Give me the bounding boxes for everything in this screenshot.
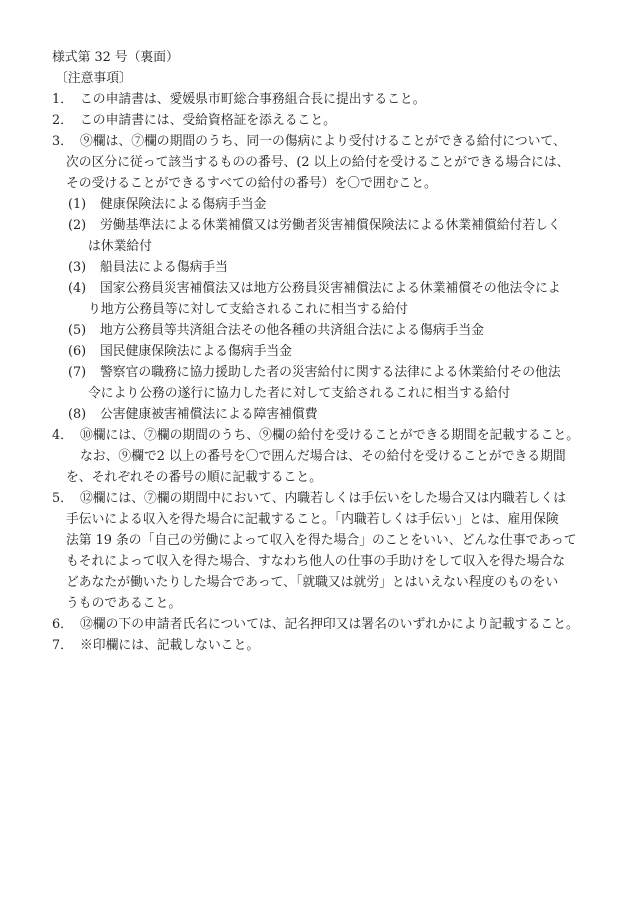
note-number: 6． <box>52 617 73 632</box>
sub-item-5 <box>52 320 602 341</box>
sub-item-3 <box>52 257 602 278</box>
sub-item-4 <box>52 278 602 299</box>
note-3-continuation: 次の区分に従って該当するものの番号、(2 以上の給付を受けることができる場合には、 <box>66 155 570 170</box>
sub-item-6 <box>52 341 602 362</box>
note-5-continuation: もそれによって収入を得た場合、すなわち他人の仕事の手助けをして収入を得た場合な <box>66 554 566 569</box>
sub-item-number: (5) <box>68 323 87 338</box>
sub-item-line: 国民健康保険法による傷病手当金 <box>100 344 292 359</box>
sub-item-number: (1) <box>68 197 87 212</box>
note-5-continuation: うものであること。 <box>66 596 182 611</box>
sub-item-number: (8) <box>68 407 87 422</box>
sub-item-number: (2) <box>68 218 87 233</box>
note-2 <box>52 110 602 131</box>
form-number: 様式第 32 号（裏面） <box>52 50 179 65</box>
sub-item-7 <box>52 362 602 383</box>
sub-item-line: 地方公務員等共済組合法その他各種の共済組合法による傷病手当金 <box>100 323 484 338</box>
sub-item-number: (7) <box>68 365 87 380</box>
sub-item-line: 船員法による傷病手当 <box>100 260 228 275</box>
note-4-continuation: なお、⑨欄で2 以上の番号を〇で囲んだ場合は、その給付を受けることができる期間 <box>80 449 566 464</box>
sub-item-7-continuation: 令により公務の遂行に協力した者に対して支給されるこれに相当する給付 <box>88 386 511 401</box>
sub-item-line: 警察官の職務に協力援助した者の災害給付に関する法律による休業給付その他法 <box>100 365 561 380</box>
note-number: 2． <box>52 113 73 128</box>
note-number: 1． <box>52 92 73 107</box>
sub-item-4-continuation: り地方公務員等に対して支給されるこれに相当する給付 <box>88 302 408 317</box>
sub-item-1 <box>52 194 602 215</box>
note-4-continuation: を、それぞれその番号の順に記載すること。 <box>66 470 322 485</box>
sub-item-line: 労働基準法による休業補償又は労働者災害補償保険法による休業補償給付若しく <box>100 218 561 233</box>
sub-item-number: (4) <box>68 281 87 296</box>
sub-item-8 <box>52 404 602 425</box>
note-number: 3． <box>52 134 73 149</box>
note-line: ⑨欄は、⑦欄の期間のうち、同一の傷病により受付けることができる給付について、 <box>80 134 566 149</box>
note-1 <box>52 89 602 110</box>
note-number: 4． <box>52 428 73 443</box>
sub-item-number: (6) <box>68 344 87 359</box>
note-line: この申請書には、受給資格証を添えること。 <box>80 113 336 128</box>
note-line: この申請書は、愛媛県市町総合事務組合長に提出すること。 <box>80 92 426 107</box>
notice-title: 〔注意事項〕 <box>55 71 132 86</box>
note-5-continuation: 手伝いによる収入を得た場合に記載すること。「内職若しくは手伝い」とは、雇用保険 <box>66 512 559 527</box>
note-line: ※印欄には、記載しないこと。 <box>80 638 260 653</box>
note-line: ⑫欄には、⑦欄の期間中において、内職若しくは手伝いをした場合又は内職若しくは <box>80 491 567 506</box>
note-line: ⑩欄には、⑦欄の期間のうち、⑨欄の給付を受けることができる期間を記載すること。 <box>80 428 580 443</box>
sub-item-line: 健康保険法による傷病手当金 <box>100 197 267 212</box>
note-5-continuation: 法第 19 条の「自己の労働によって収入を得た場合」のことをいい、どんな仕事であって <box>66 533 577 548</box>
note-5-continuation: どあなたが働いたりした場合であって、「就職又は就労」とはいえない程度のものをい <box>66 575 559 590</box>
note-3 <box>52 131 602 152</box>
sub-item-2-continuation: は休業給付 <box>88 239 152 254</box>
note-4 <box>52 425 602 446</box>
sub-item-line: 国家公務員災害補償法又は地方公務員災害補償法による休業補償その他法令によ <box>100 281 561 296</box>
note-7 <box>52 635 602 656</box>
sub-item-number: (3) <box>68 260 87 275</box>
note-number: 5． <box>52 491 73 506</box>
notes-document <box>52 47 602 656</box>
note-6 <box>52 614 602 635</box>
note-line: ⑫欄の下の申請者氏名については、記名押印又は署名のいずれかにより記載すること。 <box>80 617 579 632</box>
note-3-continuation: その受けることができるすべての給付の番号）を〇で囲むこと。 <box>66 176 437 191</box>
sub-item-2 <box>52 215 602 236</box>
note-5 <box>52 488 602 509</box>
sub-item-line: 公害健康被害補償法による障害補償費 <box>100 407 318 422</box>
note-number: 7． <box>52 638 73 653</box>
